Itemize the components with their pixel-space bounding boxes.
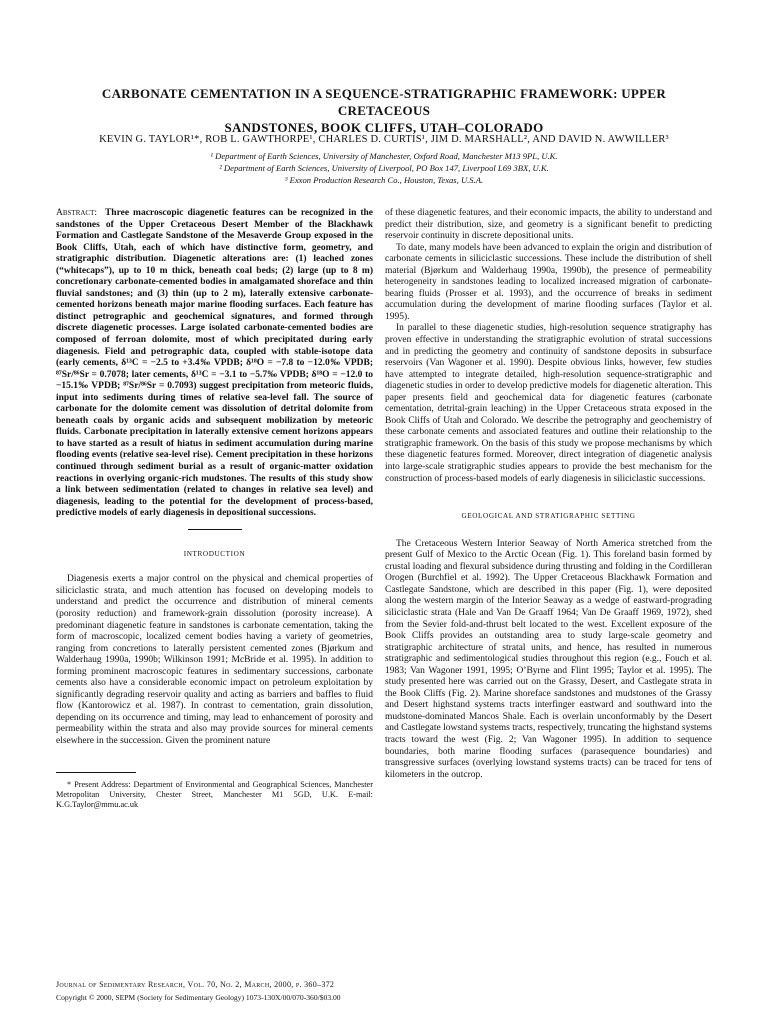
setting-heading: GEOLOGICAL AND STRATIGRAPHIC SETTING <box>461 512 636 521</box>
journal-citation-text: Journal of Sedimentary Research, Vol. 70, No. 2, March, 2000, p. 360–372 <box>56 980 335 989</box>
abstract-text: Three macroscopic diagenetic features can be recognized in the sandstones of the Upper Cretaceous Desert Member of the Blackhawk Formation and Castlegate Sandstone of the Mesaverde Group exposed in the Book Cliffs, Utah, each of which have distinctive form, geometry, and stratigraphic distribution. Diagenetic alterations are: (1) leached zones (“whitecaps”), up to 10 m thick, beneath coal beds; (2) large (up to 8 m) concretionary carbonate-cemented bodies in amalgamated shoreface and thin fluvial sandstones; and (3) thin (up to 2 m), laterally extensive carbonate-cemented horizons beneath major marine flooding surfaces. Each feature has distinct petrographic and geochemical signatures, and formed through discrete diagenetic processes. Large isolated carbonate-cemented bodies are composed of ferroan dolomite, most of which precipitated during early diagenesis. Field and petrographic data, coupled with stable-isotope data (early cements, δ¹³C = −2.5 to +3.4‰ VPDB; δ¹⁸O = −7.8 to −12.0‰ VPDB; ⁸⁷Sr/⁸⁶Sr = 0.7078; later cements, δ¹³C = −3.1 to −5.7‰ VPDB; δ¹⁸O = −12.0 to −15.1‰ VPDB; ⁸⁷Sr/⁸⁶Sr = 0.7093) suggest precipitation from meteoric fluids, input into sediments during times of relative sea-level fall. The source of carbonate for the dolomite cement was dissolution of detrital dolomite from beneath coals by organic acids and subsequent mobilization by meteoric fluids. Carbonate precipitation in laterally extensive cement horizons appears to have started as a result of hiatus in sediment accumulation during marine flooding events (relative sea-level rise). Cement precipitation in these horizons continued through sediment burial as a result of organic-matter oxidation reactions in overlying organic-rich mudstones. The results of this study show a link between sedimentation (related to changes in relative sea level) and diagenesis, leading to the potential for the development of process-based, predictive models of early diagenesis in depositional successions. <box>56 208 373 519</box>
footnote: * Present Address: Department of Environmental and Geographical Sciences, Manchester Metropolitan University, Chester Street, Manchester M1 5GD, U.K. E-mail: K.G.Taylor@mmu.ac.uk <box>56 779 373 809</box>
abstract-divider <box>188 529 242 530</box>
title-line-1: CARBONATE CEMENTATION IN A SEQUENCE-STRATIGRAPHIC FRAMEWORK: UPPER CRETACEOUS <box>101 86 667 118</box>
body-paragraph-2: To date, many models have been advanced to explain the origin and distribution of carbonate cements in siliciclastic successions. These include the distribution of shell material (Bjørkum and Walderhaug 1990a, 1990b), the presence of permeability heterogeneity in sandstones leading to localized increased migration of carbonate-bearing fluids (Prosser et al. 1993), and the occurrence of breaks in sediment accumulation during the development of marine flooding surfaces (Taylor et al. 1995). <box>385 242 712 322</box>
abstract <box>56 208 373 520</box>
setting-paragraph: The Cretaceous Western Interior Seaway of North America stretched from the present Gulf of Mexico to the Arctic Ocean (Fig. 1). This foreland basin formed by crustal loading and flexural subsidence during thrusting and folding in the Cordilleran Orogen (Burchfiel et al. 1992). The Upper Cretaceous Blackhawk Formation and Castlegate Sandstone, which are described in this paper (Fig. 1), were deposited along the western margin of the Interior Seaway as a wedge of eastward-prograding siliciclastic strata (Hale and Van De Graaff 1964; Van De Graaff 1969, 1972), shed from the Sevier fold-and-thrust belt located to the west. Excellent exposure of the Book Cliffs provides an outstanding area to study large-scale geometry and stratigraphic architecture of stratal units, and hence, has resulted in numerous stratigraphic and sedimentological studies throughout this region (e.g., Fouch et al. 1983; Van Wagoner 1991, 1995; O’Byrne and Flint 1995; Taylor et al. 1995). The study presented here was carried out on the Grassy, Desert, and Castlegate strata in the Book Cliffs (Fig. 2). Marine shoreface sandstones and mudstones of the Grassy and Desert highstand systems tracts interfinger eastward and southward into the mudstone-dominated Mancos Shale. Each is overlain unconformably by the Desert and Castlegate lowstand systems tracts, respectively, truncating the highstand systems tracts toward the west (Fig. 2; Van Wagoner 1995). In addition to sequence boundaries, both marine flooding surfaces (parasequence boundaries) and transgressive surfaces (overlying lowstand systems tracts) can be traced for tens of kilometers in the outcrop. <box>385 538 712 780</box>
left-column <box>56 208 373 810</box>
author-list: KEVIN G. TAYLOR¹*, ROB L. GAWTHORPE¹, CHARLES D. CURTIS¹, JIM D. MARSHALL², AND DAVID N. AWWILLER³ <box>99 134 669 145</box>
introduction-heading: INTRODUCTION <box>183 549 246 558</box>
body-paragraph-1: of these diagenetic features, and their economic impacts, the ability to understand and predict their distribution, size, and geometry is a significant benefit to predicting reservoir continuity in discrete depositional units. <box>385 208 712 242</box>
affiliation-2: ² Department of Earth Sciences, University of Liverpool, PO Box 147, Liverpool L69 3BX, U.K. <box>219 163 549 173</box>
affiliation-3: ³ Exxon Production Research Co., Houston, Texas, U.S.A. <box>284 175 484 185</box>
journal-citation <box>56 979 334 990</box>
affiliation-1: ¹ Department of Earth Sciences, University of Manchester, Oxford Road, Manchester M13 9PL, U.K. <box>210 151 558 161</box>
affiliations <box>60 150 708 186</box>
copyright-line: Copyright © 2000, SEPM (Society for Sedimentary Geology) 1073-130X/00/070-360/$03.00 <box>56 993 341 1002</box>
introduction-paragraph: Diagenesis exerts a major control on the physical and chemical properties of siliciclastic strata, and much attention has focused on developing models to understand and predict the occurrence and distribution of mineral cements (porosity reduction) and framework-grain dissolution (porosity increase). A predominant diagenetic feature in sandstones is carbonate cementation, taking the form of macroscopic, localized cement bodies having a variety of geometries, ranging from concretions to laterally persistent cemented zones (Bjørkum and Walderhaug 1990a, 1990b; Wilkinson 1991; McBride et al. 1995). In addition to forming prominent macroscopic features in sedimentary successions, carbonate cements also have a considerable economic impact on petroleum exploitation by significantly degrading reservoir quality and acting as barriers and baffles to fluid flow (Kantorowicz et al. 1987). In contrast to cementation, grain dissolution, depending on its occurrence and timing, may lead to enhancement of porosity and permeability within the strata and also may provide sources for mineral cements elsewhere in the succession. Given the prominent nature <box>56 574 373 746</box>
right-column <box>385 208 712 781</box>
abstract-label: Abstract: <box>56 208 98 218</box>
title-line-2: SANDSTONES, BOOK CLIFFS, UTAH–COLORADO <box>224 120 544 135</box>
footnote-divider <box>56 772 136 773</box>
body-paragraph-3: In parallel to these diagenetic studies, high-resolution sequence stratigraphy has proven effective in understanding the stratigraphic evolution of stratal successions and in predicting the geometry and continuity of sandstone deposits in subsurface reservoirs (Van Wagoner et al. 1990). Despite obvious links, however, few studies have attempted to integrate detailed, high-resolution sequence-stratigraphic and diagenetic studies in order to develop predictive models for diagenetic alteration. This paper presents field and geochemical data for diagenetic features (carbonate cementation, detrital-grain leaching) in the Upper Cretaceous strata exposed in the Book Cliffs of Utah and Colorado. We describe the petrography and geochemistry of these carbonate cements and associated features and outline their relationship to the stratigraphic framework. On the basis of this study we propose mechanisms by which these diagenetic features formed. Moreover, direct integration of diagenetic analysis into large-scale stratigraphic studies appears to provide the best mechanism for the construction of process-based models of early diagenesis in siliciclastic successions. <box>385 323 712 484</box>
paper-title <box>60 85 708 136</box>
